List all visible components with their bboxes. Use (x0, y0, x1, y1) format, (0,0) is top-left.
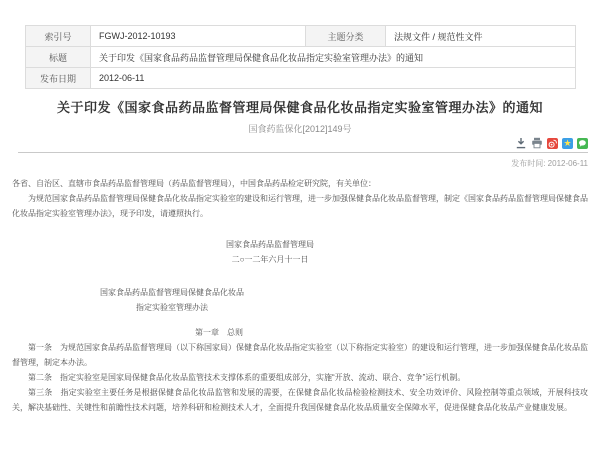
wechat-share-icon[interactable] (577, 138, 588, 149)
signature-date: 二○一二年六月十一日 (231, 255, 309, 264)
document-meta-table (25, 25, 576, 89)
weibo-share-icon[interactable] (547, 138, 558, 149)
chapter-heading: 第一章 总则 (195, 328, 243, 337)
article-1: 第一条 为规范国家食品药品监督管理局（以下称国家局）保健食品化妆品指定实验室（以下称指定实验室）的建设和运行管理，进一步加强保健食品化妆品监督管理，制定本办法。 (12, 343, 588, 367)
document-number: 国食药监保化[2012]149号 (248, 124, 352, 134)
publish-time (511, 158, 588, 169)
article-2: 第二条 指定实验室是国家局保健食品化妆品监管技术支撑体系的重要组成部分，实施“开放、流动、联合、竞争”运行机制。 (28, 373, 466, 382)
header-divider (18, 152, 588, 153)
attachment-title-line1: 国家食品药品监督管理局保健食品化妆品 (100, 288, 244, 297)
print-icon[interactable] (531, 137, 543, 149)
article-3: 第三条 指定实验室主要任务是根据保健食品化妆品监管和发展的需要，在保健食品化妆品检验检测技术、安全功效评价、风险控制等重点领域，开展科技攻关，解决基础性、关键性和前瞻性技术问题，培养科研和检测技术人才，全面提升我国保健食品化妆品质量安全保障水平，促进保健食品化妆品产业健康发展。 (12, 388, 588, 412)
meta-date-value: 2012-06-11 (91, 68, 576, 89)
share-toolbar (515, 137, 588, 149)
meta-index-label: 索引号 (26, 26, 91, 47)
attachment-title-block (100, 285, 244, 315)
meta-category-label: 主题分类 (306, 26, 386, 47)
publish-time-value: 2012-06-11 (547, 159, 588, 168)
salutation-line: 各省、自治区、直辖市食品药品监督管理局（药品监督管理局），中国食品药品检定研究院，有关单位： (12, 179, 376, 188)
attachment-title-line2: 指定实验室管理办法 (136, 303, 208, 312)
document-body (12, 176, 588, 415)
meta-category-value: 法规文件 / 规范性文件 (386, 26, 576, 47)
meta-date-label: 发布日期 (26, 68, 91, 89)
meta-row-date (26, 68, 576, 89)
signature-org: 国家食品药品监督管理局 (226, 240, 314, 249)
download-icon[interactable] (515, 137, 527, 149)
signature-block (12, 237, 588, 267)
intro-paragraph: 为规范国家食品药品监督管理局保健食品化妆品指定实验室的建设和运行管理，进一步加强保健食品化妆品监督管理，制定《国家食品药品监督管理局保健食品化妆品指定实验室管理办法》，现予印发，请遵照执行。 (12, 194, 588, 218)
meta-title-value: 关于印发《国家食品药品监督管理局保健食品化妆品指定实验室管理办法》的通知 (91, 47, 576, 68)
meta-row-title (26, 47, 576, 68)
meta-row-index-category (26, 26, 576, 47)
meta-index-value: FGWJ-2012-10193 (91, 26, 306, 47)
publish-time-label: 发布时间: (511, 159, 546, 168)
page-title: 关于印发《国家食品药品监督管理局保健食品化妆品指定实验室管理办法》的通知 (56, 100, 543, 115)
qzone-share-icon[interactable]: ★ (563, 137, 572, 148)
meta-title-label: 标题 (26, 47, 91, 68)
